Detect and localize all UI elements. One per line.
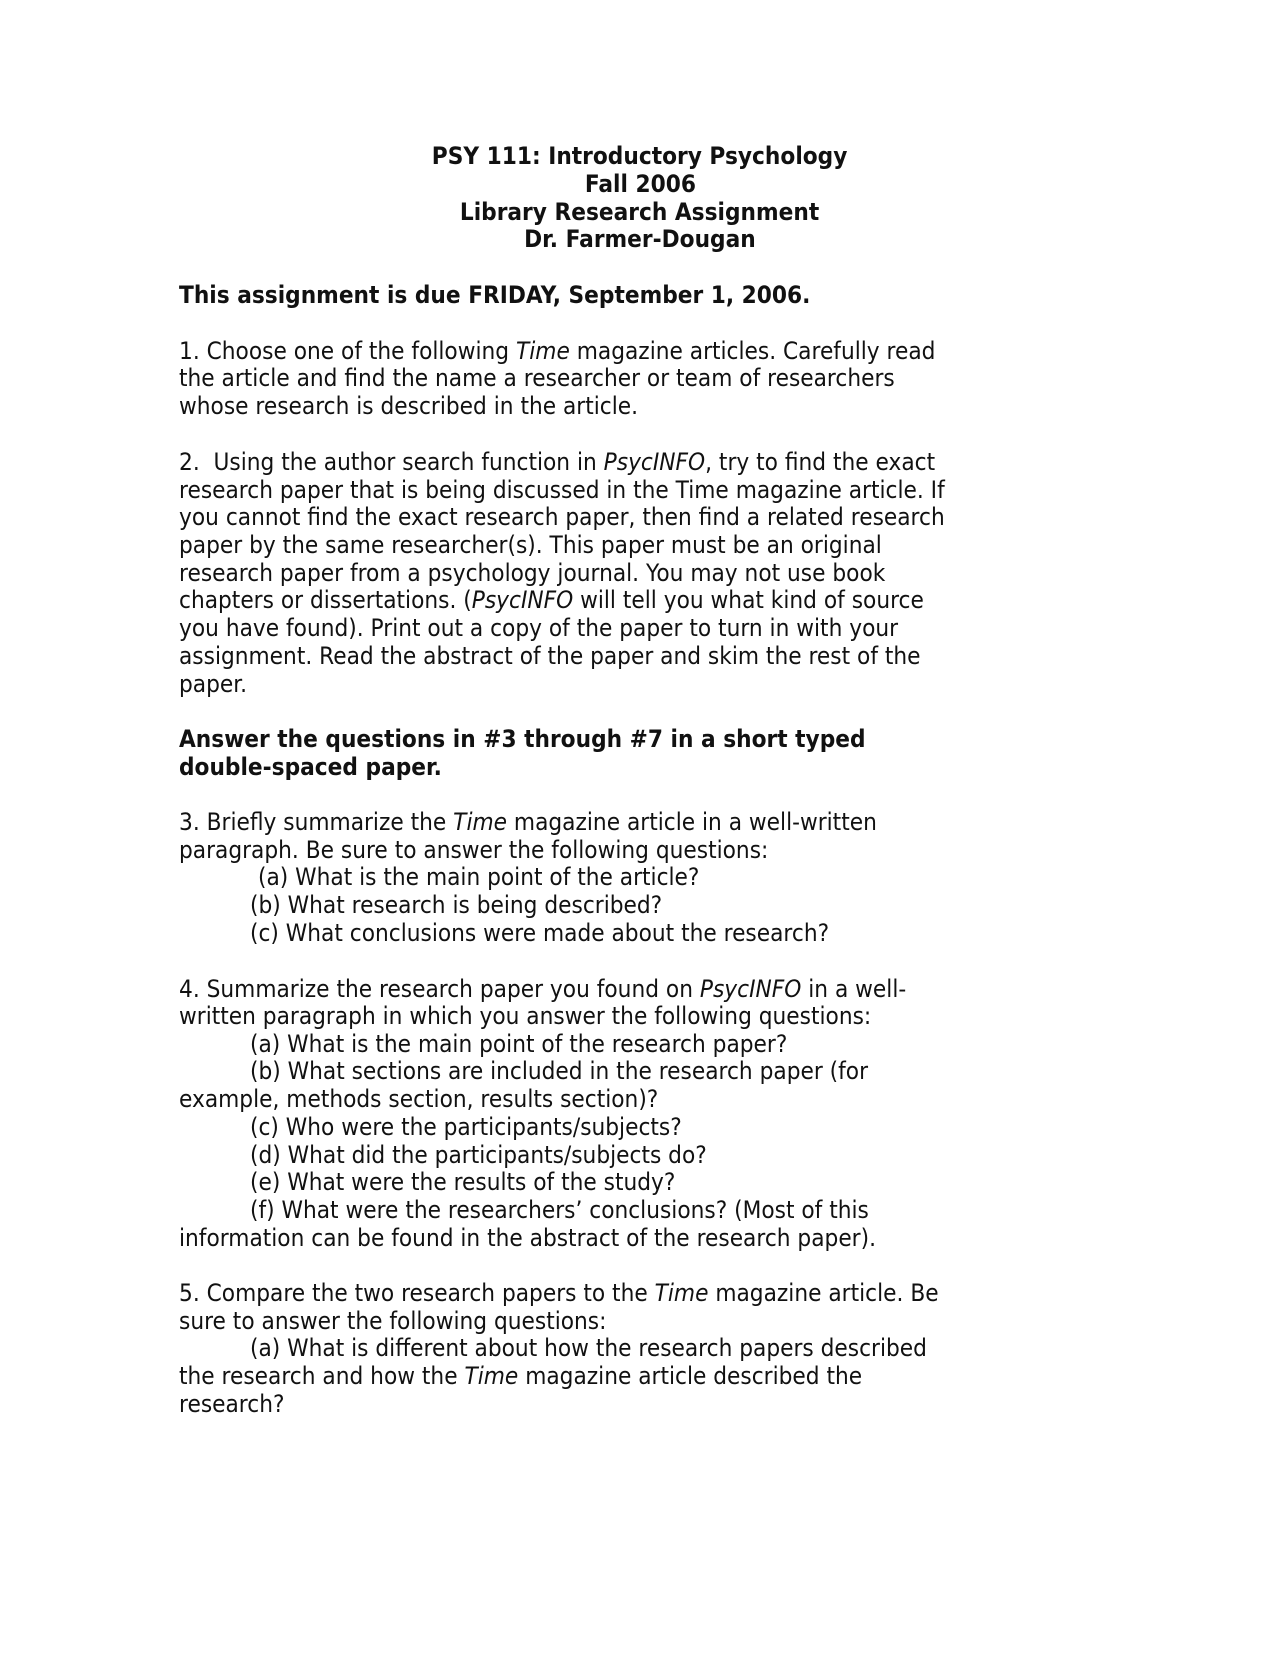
instructions-line: double-spaced paper. bbox=[179, 753, 442, 781]
item5-question-a: (a) What is different about how the research papers described bbox=[250, 1334, 927, 1362]
instructions-line: Answer the questions in #3 through #7 in a short typed bbox=[179, 725, 866, 753]
item2-line: paper by the same researcher(s). This paper must be an original bbox=[179, 531, 882, 559]
item5-question-a-cont: research? bbox=[179, 1390, 285, 1418]
item4-question-a: (a) What is the main point of the research paper? bbox=[250, 1030, 788, 1058]
item2-line: paper. bbox=[179, 670, 248, 698]
item5-line: 5. Compare the two research papers to the Time magazine article. Be bbox=[179, 1279, 939, 1307]
item2-line: 2. Using the author search function in PsycINFO, try to find the exact bbox=[179, 448, 936, 476]
item3-question-b: (b) What research is being described? bbox=[250, 891, 663, 919]
item4-question-e: (e) What were the results of the study? bbox=[250, 1168, 676, 1196]
item1-line: whose research is described in the article. bbox=[179, 392, 639, 420]
item3-line: paragraph. Be sure to answer the following questions: bbox=[179, 836, 769, 864]
item5-line: sure to answer the following questions: bbox=[179, 1307, 607, 1335]
item2-line: assignment. Read the abstract of the paper and skim the rest of the bbox=[179, 642, 921, 670]
item2-line: you cannot find the exact research paper, then find a related research bbox=[179, 503, 945, 531]
item1-line: the article and find the name a researcher or team of researchers bbox=[179, 364, 895, 392]
item2-line: you have found). Print out a copy of the paper to turn in with your bbox=[179, 614, 899, 642]
item3-question-a: (a) What is the main point of the article? bbox=[258, 863, 700, 891]
due-date: This assignment is due FRIDAY, September 1, 2006. bbox=[179, 281, 811, 309]
item4-question-b-cont: example, methods section, results section)? bbox=[179, 1085, 659, 1113]
item2-line: research paper that is being discussed in the Time magazine article. If bbox=[179, 476, 945, 504]
course-title: PSY 111: Introductory Psychology bbox=[432, 142, 848, 170]
item5-question-a-cont: the research and how the Time magazine article described the bbox=[179, 1362, 863, 1390]
item3-line: 3. Briefly summarize the Time magazine article in a well-written bbox=[179, 808, 877, 836]
item4-line: 4. Summarize the research paper you found on PsycINFO in a well- bbox=[179, 975, 907, 1003]
item4-question-f: (f) What were the researchers’ conclusions? (Most of this bbox=[250, 1196, 869, 1224]
item4-line: written paragraph in which you answer the following questions: bbox=[179, 1002, 872, 1030]
item2-line: chapters or dissertations. (PsycINFO will tell you what kind of source bbox=[179, 586, 924, 614]
item4-question-c: (c) Who were the participants/subjects? bbox=[250, 1113, 682, 1141]
term: Fall 2006 bbox=[584, 170, 696, 198]
item4-question-b: (b) What sections are included in the research paper (for bbox=[250, 1057, 869, 1085]
assignment-title: Library Research Assignment bbox=[460, 198, 820, 226]
item4-question-f-cont: information can be found in the abstract of the research paper). bbox=[179, 1224, 876, 1252]
instructor: Dr. Farmer-Dougan bbox=[524, 225, 756, 253]
item1-line: 1. Choose one of the following Time magazine articles. Carefully read bbox=[179, 337, 936, 365]
item4-question-d: (d) What did the participants/subjects do? bbox=[250, 1141, 707, 1169]
item3-question-c: (c) What conclusions were made about the research? bbox=[250, 919, 830, 947]
item2-line: research paper from a psychology journal. You may not use book bbox=[179, 559, 886, 587]
